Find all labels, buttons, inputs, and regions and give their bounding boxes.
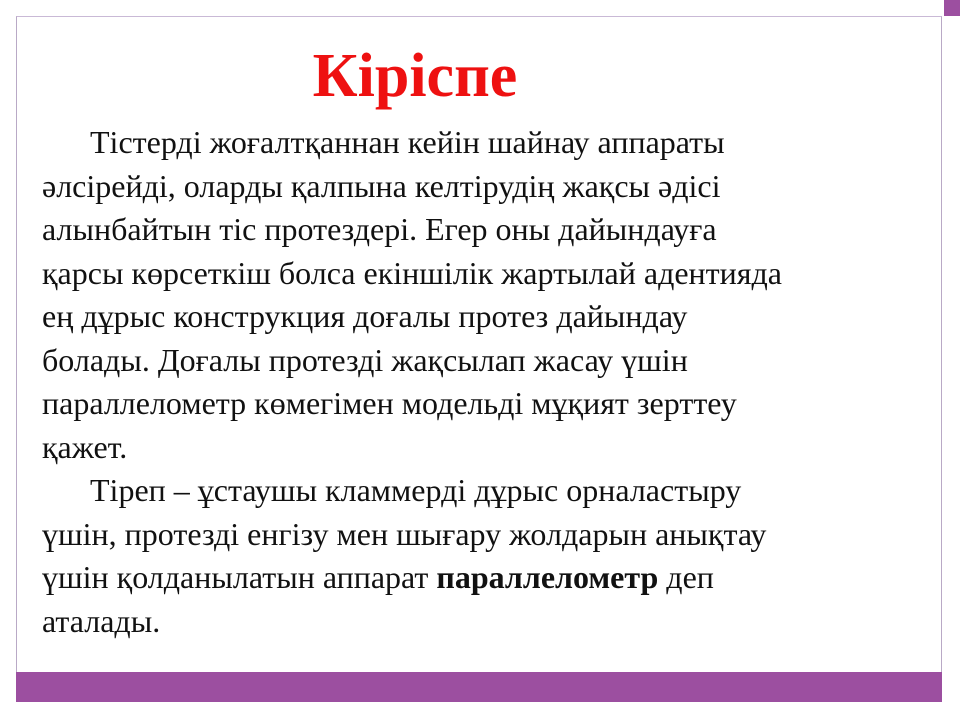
text-line: алынбайтын тіс протездері. Егер оны дайындауға [42,211,717,247]
text-line: әлсірейді, оларды қалпына келтірудің жақсы әдісі [42,167,721,204]
text-line: болады. Доғалы протезді жақсылап жасау үшін [42,341,688,378]
text-line: Тіреп – ұстаушы кламмерді дұрыс орналастыру [90,472,742,508]
text-line: ең дұрыс конструкция доғалы протез дайындау [42,298,688,334]
text-segment: деп [658,559,714,595]
slide-body-text [42,121,922,643]
bottom-accent-bar [16,672,942,702]
text-line: аталады. [42,602,161,639]
text-segment: үшін қолданылатын аппарат [42,559,437,595]
slide-title: Кіріспе [312,42,518,110]
text-line: үшін, протезді енгізу мен шығару жолдарын анықтау [42,515,767,552]
text-line: Тістерді жоғалтқаннан кейін шайнау аппараты [90,124,725,160]
text-line: параллелометр көмегімен модельді мұқият зерттеу [42,385,737,421]
bold-term-parallelometer: параллелометр [436,559,659,595]
corner-accent [944,0,960,16]
text-line: қарсы көрсеткіш болса екіншілік жартылай адентияда [42,254,782,291]
text-line: қажет. [42,428,128,465]
text-line [42,556,922,600]
